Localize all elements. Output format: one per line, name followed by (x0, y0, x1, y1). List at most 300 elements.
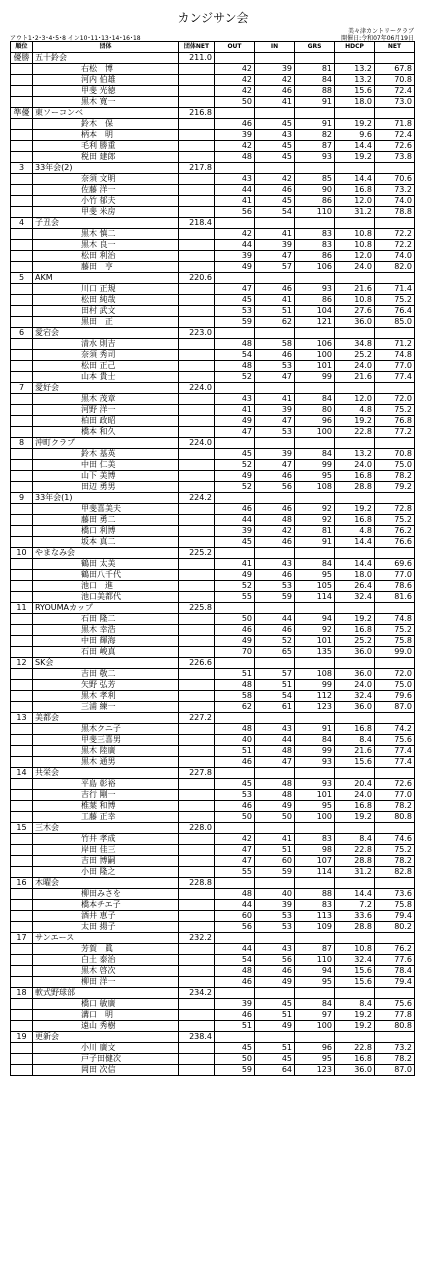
player-name: 黒木 通男 (33, 757, 179, 768)
player-grs: 106 (295, 262, 335, 273)
player-net: 71.4 (375, 284, 415, 295)
team-name: 木曜会 (33, 878, 179, 889)
player-name: 毛利 勝重 (33, 141, 179, 152)
player-grs: 99 (295, 680, 335, 691)
empty-cell (179, 394, 215, 405)
player-hdcp: 18.0 (335, 570, 375, 581)
player-row (11, 680, 415, 691)
player-out: 50 (215, 1054, 255, 1065)
empty-cell (295, 713, 335, 724)
team-row (11, 218, 415, 229)
team-row (11, 1032, 415, 1043)
player-name: 松田 利治 (33, 251, 179, 262)
player-hdcp: 15.6 (335, 86, 375, 97)
player-net: 80.2 (375, 922, 415, 933)
player-in: 51 (255, 306, 295, 317)
player-row (11, 999, 415, 1010)
player-name: 橋本チエ子 (33, 900, 179, 911)
player-hdcp: 12.0 (335, 251, 375, 262)
player-row (11, 449, 415, 460)
empty-cell (375, 603, 415, 614)
player-out: 43 (215, 174, 255, 185)
player-grs: 100 (295, 350, 335, 361)
player-hdcp: 32.4 (335, 592, 375, 603)
player-net: 74.2 (375, 724, 415, 735)
empty-cell (11, 999, 33, 1010)
player-name: 三浦 練一 (33, 702, 179, 713)
player-hdcp: 24.0 (335, 790, 375, 801)
empty-cell (179, 724, 215, 735)
empty-cell (215, 933, 255, 944)
player-hdcp: 36.0 (335, 1065, 375, 1076)
player-hdcp: 19.2 (335, 1021, 375, 1032)
empty-cell (179, 130, 215, 141)
player-hdcp: 19.2 (335, 1010, 375, 1021)
player-grs: 95 (295, 801, 335, 812)
player-net: 77.6 (375, 955, 415, 966)
player-out: 48 (215, 361, 255, 372)
player-row (11, 625, 415, 636)
empty-cell (375, 493, 415, 504)
player-name: 岸田 佳三 (33, 845, 179, 856)
empty-cell (11, 97, 33, 108)
player-out: 42 (215, 834, 255, 845)
player-grs: 108 (295, 669, 335, 680)
player-hdcp: 16.8 (335, 515, 375, 526)
player-row (11, 482, 415, 493)
player-row (11, 746, 415, 757)
empty-cell (179, 537, 215, 548)
empty-cell (11, 801, 33, 812)
empty-cell (11, 867, 33, 878)
empty-cell (179, 746, 215, 757)
player-out: 54 (215, 955, 255, 966)
player-hdcp: 24.0 (335, 262, 375, 273)
player-name: 田村 武文 (33, 306, 179, 317)
player-grs: 87 (295, 141, 335, 152)
empty-cell (11, 372, 33, 383)
player-grs: 81 (295, 526, 335, 537)
player-name: 黒木 良一 (33, 240, 179, 251)
empty-cell (215, 108, 255, 119)
player-net: 79.4 (375, 977, 415, 988)
player-row (11, 790, 415, 801)
player-grs: 112 (295, 691, 335, 702)
player-in: 46 (255, 537, 295, 548)
player-row (11, 515, 415, 526)
player-row (11, 889, 415, 900)
player-row (11, 537, 415, 548)
player-name: 甲斐 米房 (33, 207, 179, 218)
empty-cell (11, 295, 33, 306)
empty-cell (179, 1065, 215, 1076)
player-name: 吉行 剛一 (33, 790, 179, 801)
team-row (11, 713, 415, 724)
player-net: 73.8 (375, 152, 415, 163)
player-grs: 83 (295, 229, 335, 240)
player-hdcp: 10.8 (335, 295, 375, 306)
player-name: 柄本 明 (33, 130, 179, 141)
player-net: 75.2 (375, 845, 415, 856)
team-row (11, 988, 415, 999)
player-hdcp: 21.6 (335, 372, 375, 383)
player-name: 石田 隆二 (33, 614, 179, 625)
player-hdcp: 21.6 (335, 746, 375, 757)
team-name: SK会 (33, 658, 179, 669)
empty-cell (295, 603, 335, 614)
player-hdcp: 36.0 (335, 647, 375, 658)
player-out: 60 (215, 911, 255, 922)
empty-cell (335, 53, 375, 64)
empty-cell (179, 284, 215, 295)
player-hdcp: 25.2 (335, 636, 375, 647)
player-in: 39 (255, 64, 295, 75)
player-row (11, 174, 415, 185)
player-name: 佐藤 洋一 (33, 185, 179, 196)
player-row (11, 405, 415, 416)
player-out: 46 (215, 1010, 255, 1021)
player-name: 奈須 秀司 (33, 350, 179, 361)
player-in: 45 (255, 1054, 295, 1065)
empty-cell (335, 273, 375, 284)
empty-cell (179, 372, 215, 383)
empty-cell (179, 900, 215, 911)
team-row (11, 603, 415, 614)
player-net: 76.2 (375, 944, 415, 955)
player-net: 71.8 (375, 119, 415, 130)
player-in: 44 (255, 735, 295, 746)
player-hdcp: 19.2 (335, 812, 375, 823)
player-name: 鈴木 保 (33, 119, 179, 130)
player-net: 74.0 (375, 251, 415, 262)
team-name: 美都会 (33, 713, 179, 724)
player-row (11, 427, 415, 438)
player-net: 76.2 (375, 526, 415, 537)
empty-cell (335, 438, 375, 449)
team-row (11, 493, 415, 504)
player-grs: 108 (295, 482, 335, 493)
player-net: 78.8 (375, 207, 415, 218)
empty-cell (215, 658, 255, 669)
player-out: 47 (215, 284, 255, 295)
player-row (11, 317, 415, 328)
player-hdcp: 24.0 (335, 460, 375, 471)
player-out: 41 (215, 405, 255, 416)
player-grs: 114 (295, 592, 335, 603)
empty-cell (295, 218, 335, 229)
empty-cell (11, 427, 33, 438)
player-hdcp: 19.2 (335, 504, 375, 515)
empty-cell (179, 515, 215, 526)
team-net: 224.0 (179, 438, 215, 449)
empty-cell (11, 449, 33, 460)
empty-cell (255, 713, 295, 724)
player-out: 58 (215, 691, 255, 702)
player-grs: 94 (295, 614, 335, 625)
player-name: 吉田 博嗣 (33, 856, 179, 867)
team-row (11, 658, 415, 669)
empty-cell (11, 504, 33, 515)
empty-cell (179, 75, 215, 86)
player-row (11, 900, 415, 911)
player-name: 柳田みさを (33, 889, 179, 900)
player-net: 75.2 (375, 515, 415, 526)
player-row (11, 581, 415, 592)
empty-cell (179, 207, 215, 218)
player-grs: 82 (295, 130, 335, 141)
player-name: 鶴田 太美 (33, 559, 179, 570)
player-net: 78.6 (375, 581, 415, 592)
empty-cell (215, 53, 255, 64)
player-net: 76.8 (375, 416, 415, 427)
player-net: 81.6 (375, 592, 415, 603)
player-name: 坂本 真二 (33, 537, 179, 548)
player-out: 49 (215, 636, 255, 647)
empty-cell (179, 174, 215, 185)
team-name: RYOUMAカップ (33, 603, 179, 614)
team-row (11, 878, 415, 889)
player-grs: 123 (295, 702, 335, 713)
empty-cell (11, 174, 33, 185)
player-out: 41 (215, 559, 255, 570)
player-net: 77.4 (375, 757, 415, 768)
player-out: 42 (215, 229, 255, 240)
player-name: 山本 貴士 (33, 372, 179, 383)
player-name: 黒木 幸浩 (33, 625, 179, 636)
player-hdcp: 14.4 (335, 174, 375, 185)
player-grs: 93 (295, 779, 335, 790)
empty-cell (11, 757, 33, 768)
player-grs: 96 (295, 1043, 335, 1054)
team-rank: 13 (11, 713, 33, 724)
empty-cell (179, 812, 215, 823)
empty-cell (11, 240, 33, 251)
player-grs: 99 (295, 372, 335, 383)
player-name: 酒井 恵子 (33, 911, 179, 922)
player-out: 52 (215, 460, 255, 471)
empty-cell (11, 141, 33, 152)
empty-cell (11, 1021, 33, 1032)
empty-cell (335, 493, 375, 504)
player-net: 70.8 (375, 75, 415, 86)
empty-cell (375, 988, 415, 999)
player-net: 80.8 (375, 1021, 415, 1032)
player-out: 59 (215, 1065, 255, 1076)
empty-cell (335, 988, 375, 999)
empty-cell (335, 108, 375, 119)
empty-cell (179, 251, 215, 262)
player-grs: 106 (295, 339, 335, 350)
player-in: 48 (255, 790, 295, 801)
empty-cell (11, 845, 33, 856)
empty-cell (255, 768, 295, 779)
empty-cell (179, 922, 215, 933)
player-in: 42 (255, 75, 295, 86)
player-in: 51 (255, 1010, 295, 1021)
empty-cell (179, 911, 215, 922)
player-in: 51 (255, 680, 295, 691)
empty-cell (11, 625, 33, 636)
player-out: 41 (215, 196, 255, 207)
empty-cell (179, 240, 215, 251)
player-grs: 88 (295, 889, 335, 900)
empty-cell (179, 1010, 215, 1021)
player-out: 46 (215, 504, 255, 515)
player-name: 椎葉 和博 (33, 801, 179, 812)
player-hdcp: 12.0 (335, 196, 375, 207)
empty-cell (215, 823, 255, 834)
header-grs: GRS (295, 42, 335, 53)
player-out: 44 (215, 900, 255, 911)
player-net: 79.6 (375, 691, 415, 702)
player-hdcp: 22.8 (335, 845, 375, 856)
empty-cell (11, 64, 33, 75)
empty-cell (179, 86, 215, 97)
empty-cell (335, 768, 375, 779)
player-row (11, 1065, 415, 1076)
player-net: 75.8 (375, 636, 415, 647)
player-net: 74.0 (375, 196, 415, 207)
player-row (11, 669, 415, 680)
player-grs: 98 (295, 845, 335, 856)
header-team: 団体 (33, 42, 179, 53)
player-in: 48 (255, 746, 295, 757)
empty-cell (11, 1010, 33, 1021)
empty-cell (215, 548, 255, 559)
team-rank: 優勝 (11, 53, 33, 64)
empty-cell (179, 944, 215, 955)
player-net: 72.4 (375, 86, 415, 97)
empty-cell (11, 75, 33, 86)
empty-cell (255, 658, 295, 669)
empty-cell (179, 119, 215, 130)
player-grs: 88 (295, 86, 335, 97)
player-grs: 84 (295, 449, 335, 460)
player-grs: 92 (295, 515, 335, 526)
empty-cell (179, 361, 215, 372)
player-in: 46 (255, 185, 295, 196)
empty-cell (335, 548, 375, 559)
player-out: 47 (215, 856, 255, 867)
player-out: 45 (215, 779, 255, 790)
empty-cell (11, 262, 33, 273)
player-name: 甲斐喜美夫 (33, 504, 179, 515)
empty-cell (11, 977, 33, 988)
team-rank: 7 (11, 383, 33, 394)
results-body (11, 53, 415, 1076)
player-hdcp: 12.0 (335, 394, 375, 405)
player-net: 76.6 (375, 537, 415, 548)
player-grs: 94 (295, 966, 335, 977)
player-grs: 113 (295, 911, 335, 922)
player-out: 55 (215, 867, 255, 878)
player-net: 71.2 (375, 339, 415, 350)
header-in: IN (255, 42, 295, 53)
player-in: 57 (255, 669, 295, 680)
empty-cell (179, 999, 215, 1010)
empty-cell (179, 97, 215, 108)
empty-cell (179, 1043, 215, 1054)
team-rank: 5 (11, 273, 33, 284)
player-net: 85.0 (375, 317, 415, 328)
empty-cell (255, 823, 295, 834)
empty-cell (295, 108, 335, 119)
empty-cell (11, 86, 33, 97)
player-hdcp: 14.4 (335, 141, 375, 152)
player-grs: 84 (295, 75, 335, 86)
empty-cell (295, 823, 335, 834)
empty-cell (11, 724, 33, 735)
player-net: 75.0 (375, 460, 415, 471)
player-out: 51 (215, 746, 255, 757)
player-grs: 110 (295, 955, 335, 966)
player-net: 73.2 (375, 1043, 415, 1054)
player-grs: 105 (295, 581, 335, 592)
player-in: 54 (255, 207, 295, 218)
player-name: 甲斐三喜男 (33, 735, 179, 746)
empty-cell (11, 834, 33, 845)
empty-cell (295, 878, 335, 889)
empty-cell (255, 273, 295, 284)
player-name: 遠山 秀樹 (33, 1021, 179, 1032)
player-name: 柏田 政昭 (33, 416, 179, 427)
player-out: 48 (215, 680, 255, 691)
player-net: 75.2 (375, 405, 415, 416)
player-row (11, 372, 415, 383)
player-row (11, 944, 415, 955)
empty-cell (11, 207, 33, 218)
player-net: 76.4 (375, 306, 415, 317)
empty-cell (255, 988, 295, 999)
player-hdcp: 10.8 (335, 229, 375, 240)
player-out: 45 (215, 537, 255, 548)
player-row (11, 647, 415, 658)
player-grs: 90 (295, 185, 335, 196)
player-name: 黒木 慎二 (33, 229, 179, 240)
player-row (11, 592, 415, 603)
player-hdcp: 15.6 (335, 966, 375, 977)
team-rank: 8 (11, 438, 33, 449)
empty-cell (295, 658, 335, 669)
empty-cell (295, 438, 335, 449)
player-out: 49 (215, 570, 255, 581)
empty-cell (179, 581, 215, 592)
player-grs: 95 (295, 977, 335, 988)
player-in: 57 (255, 262, 295, 273)
header-net: NET (375, 42, 415, 53)
player-row (11, 1054, 415, 1065)
team-name: 愛宕会 (33, 328, 179, 339)
player-out: 62 (215, 702, 255, 713)
empty-cell (335, 328, 375, 339)
player-net: 77.4 (375, 372, 415, 383)
empty-cell (11, 229, 33, 240)
player-out: 42 (215, 141, 255, 152)
player-grs: 97 (295, 1010, 335, 1021)
player-row (11, 97, 415, 108)
player-out: 56 (215, 207, 255, 218)
player-in: 45 (255, 999, 295, 1010)
player-out: 40 (215, 735, 255, 746)
player-row (11, 130, 415, 141)
player-hdcp: 14.4 (335, 889, 375, 900)
empty-cell (295, 273, 335, 284)
player-row (11, 724, 415, 735)
player-in: 64 (255, 1065, 295, 1076)
player-hdcp: 16.8 (335, 185, 375, 196)
team-name: 33年会(1) (33, 493, 179, 504)
player-name: 池口 進 (33, 581, 179, 592)
